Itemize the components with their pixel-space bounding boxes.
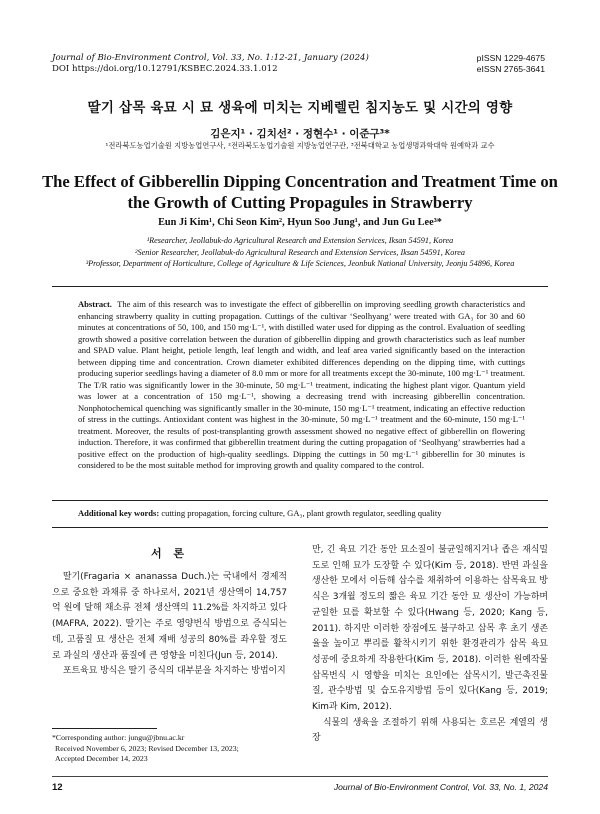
keywords: [78, 508, 525, 518]
accepted-date: Accepted December 14, 2023: [55, 754, 148, 764]
footnote-rule: [52, 728, 157, 729]
abstract-text: The aim of this research was to investigate the effect of gibberellin on improving seedling growth characteristics and enhancing strawberry quality in cutting propagation. Cuttings of the cultivar ‘Seolhyang’ were treated with GA₃ for 30 and 60 minutes at concentrations of 50, 100, and 150 mg·L⁻¹, with distilled water used for dipping as the control. Evaluation of seedling growth showed a positive correlation between the duration of gibberellin dipping and growth characteristics such as leaf number and SPAD value. Plant height, petiole length, leaf length and width, and leaf area varied significantly based on the interaction between dipping time and concentration. Crown diameter exhibited differences depending on the dipping time, with cuttings producing superior seedlings having a diameter of 8.0 mm or more for all treatments except the 30-minute, 100 mg·L⁻¹ treatment. The T/R ratio was significantly lower in the 30-minute, 50 mg·L⁻¹ treatment, indicating the highest plant vigor. Quantum yield was lower at a concentration of 150 mg·L⁻¹, showing a decreasing trend with increasing gibberellin concentration. Nonphotochemical quenching was significantly smaller in the 30-minute, 150 mg·L⁻¹ treatment, indicating an effective reduction of stress in the cuttings. Antioxidant content was highest in the 30-minute, 50 mg·L⁻¹ treatment and the 60-minute, 150 mg·L⁻¹ treatment. Moreover, the results of post-transplanting growth assessment showed no negative effect of gibberellin on flowering induction. Therefore, it was confirmed that gibberellin treatment during the cutting propagation of ‘Seolhyang’ strawberries had a positive effect on the production of high-quality seedlings. Dipping the cuttings in 50 mg·L⁻¹ gibberellin for 30 minutes is considered to be the most suitable method for improving growth and quality compared to the control.: [78, 299, 525, 470]
journal-citation: Journal of Bio-Environment Control, Vol. 33, No. 1:12-21, January (2024): [52, 53, 369, 63]
paragraph: 만, 긴 육묘 기간 동안 묘소질이 불균일해지거나 좁은 재식밀도로 인해 묘가 도장할 수 있다(Kim 등, 2018). 반면 과실을 생산한 모에서 이듬해 삽수를 채취하여 이용하는 삽목육묘 방식은 3개월 정도의 짧은 육묘 기간 동안 묘 생산이 가능하며 균일한 묘를 확보할 수 있다(Hwang 등, 2020; Kang 등, 2011). 하지만 이러한 장점에도 불구하고 삽목 후 초기 생존율을 높이고 뿌리를 활착시키기 위한 환경관리가 삽목 육묘 성공에 중요하게 작용한다(Kim 등, 2018). 이러한 원예작물 삽목번식 시 영향을 미치는 요인에는 삽목시기, 발근촉진물질, 관수방법 및 습도유지방법 등이 있다(Kang 등, 2019; Kim과 Kim, 2012).: [312, 545, 548, 713]
body-column-right: [312, 543, 548, 747]
paragraph: 딸기(Fragaria × ananassa Duch.)는 국내에서 경제적으로 중요한 과채류 중 하나로서, 2021년 생산액이 14,757억 원에 달해 채소류 전체 생산액의 11.2%를 차지하고 있다(MAFRA, 2022). 딸기는 주로 영양번식 방법으로 증식되는데, 고품질 묘 생산은 전체 재배 성공의 80%를 좌우할 정도로 과실의 생산과 품질에 큰 영향을 미친다(Jun 등, 2014).: [52, 572, 287, 661]
paragraph: 식물의 생육을 조절하기 위해 사용되는 호르몬 계열의 생장: [312, 717, 548, 744]
keywords-bottom-rule: [52, 527, 548, 528]
english-title: The Effect of Gibberellin Dipping Concentration and Treatment Time on the Growth of Cutting Propagules in Strawberry: [42, 172, 558, 212]
english-affiliations: [40, 235, 560, 270]
english-authors: Eun Ji Kim¹, Chi Seon Kim², Hyun Soo Jung¹, and Jun Gu Lee³*: [158, 217, 442, 228]
footnote: [52, 733, 292, 765]
doi-line: DOI https://doi.org/10.12791/KSBEC.2024.33.1.012: [52, 64, 278, 74]
pissn: pISSN 1229-4675: [476, 53, 545, 63]
eissn: eISSN 2765-3641: [476, 64, 545, 74]
page-footer-rule: [52, 776, 548, 777]
affiliation-3: ³Professor, Department of Horticulture, College of Agriculture & Life Sciences, Jeonbuk National University, Jeonju 54896, Korea: [85, 259, 515, 268]
keywords-label: Additional key words:: [78, 508, 160, 518]
abstract-top-rule: [52, 286, 548, 287]
received-dates: Received November 6, 2023; Revised December 13, 2023;: [55, 743, 239, 753]
affiliation-1: ¹Researcher, Jeollabuk-do Agricultural Research and Extension Services, Iksan 54591, Korea: [146, 236, 454, 245]
journal-header: [52, 53, 369, 75]
korean-title: 딸기 삽목 육묘 시 묘 생육에 미치는 지베렐린 침지농도 및 시간의 영향: [87, 100, 513, 116]
keywords-text: cutting propagation, forcing culture, GA₃, plant growth regulator, seedling quality: [161, 508, 442, 518]
korean-authors: 김은지¹ · 김치선² · 정현수¹ · 이준구³*: [210, 128, 390, 140]
paragraph: 포트육묘 방식은 딸기 증식의 대부분을 차지하는 방법이지: [63, 666, 286, 677]
affiliation-2: ²Senior Researcher, Jeollabuk-do Agricultural Research and Extension Services, Iksan 54591, Korea: [135, 247, 465, 257]
abstract-bottom-rule: [52, 500, 548, 501]
section-heading-introduction: 서 론: [150, 547, 189, 560]
body-column-left: [52, 570, 287, 680]
issn-block: [477, 53, 545, 75]
corresponding-author: *Corresponding author: jungu@jbnu.ac.kr: [52, 733, 185, 742]
footer-journal: Journal of Bio-Environment Control, Vol. 33, No. 1, 2024: [333, 782, 548, 792]
page-number: 12: [52, 782, 63, 793]
korean-affiliations: ¹전라북도농업기술원 지방농업연구사, ²전라북도농업기술원 지방농업연구관, ³전북대학교 농업생명과학대학 원예학과 교수: [105, 141, 495, 150]
abstract: [78, 299, 525, 472]
abstract-label: Abstract.: [78, 299, 112, 309]
